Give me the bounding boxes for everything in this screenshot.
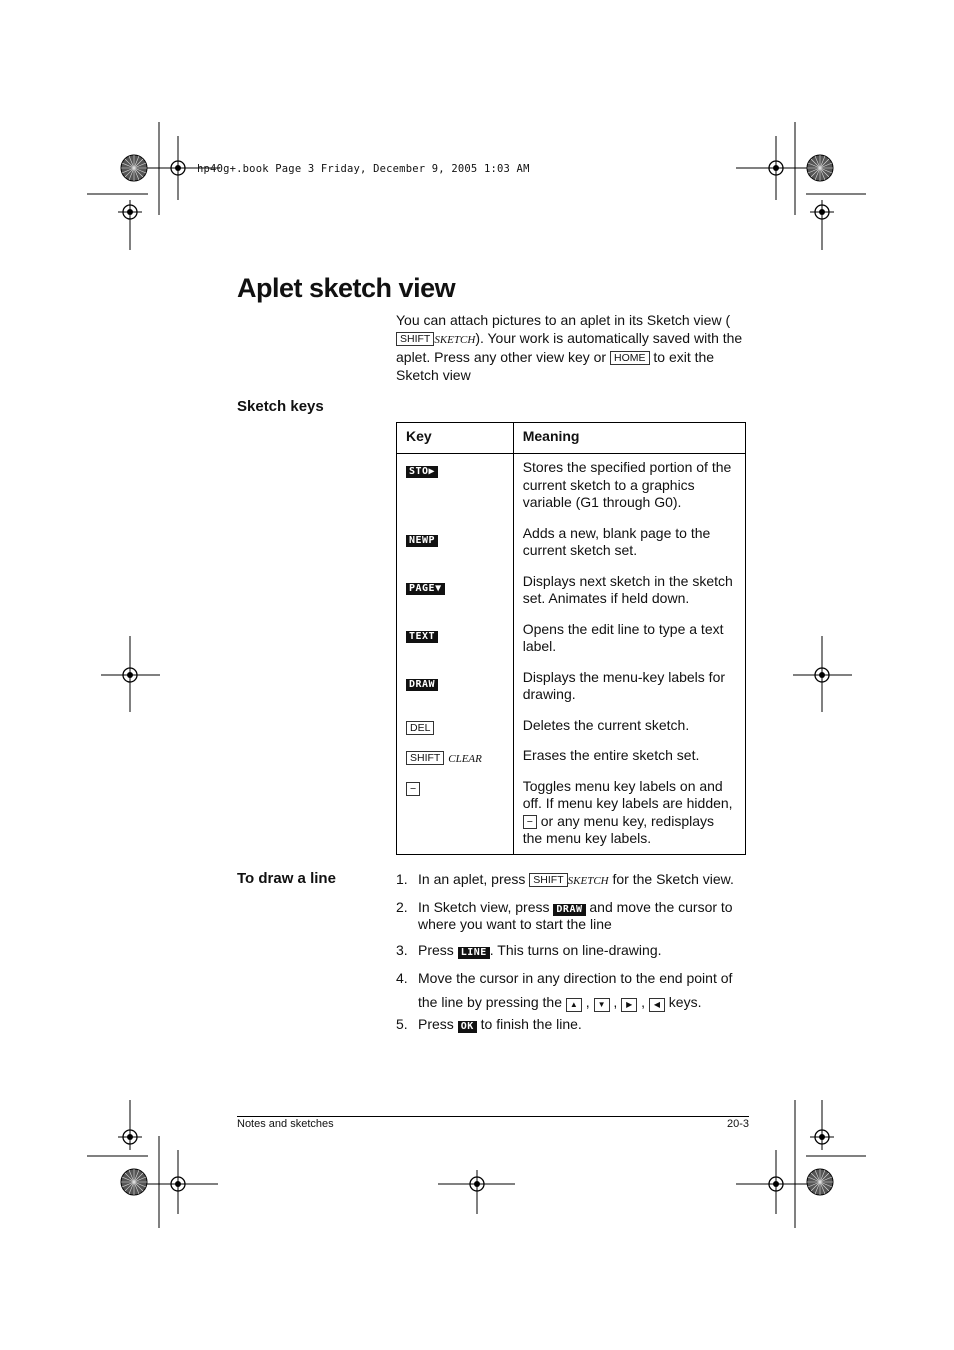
table-row <box>397 778 746 855</box>
sketch-key-label: SKETCH <box>434 333 476 346</box>
registration-mark-icon <box>166 156 190 180</box>
step-text: for the Sketch view. <box>612 871 734 887</box>
intro-text-1: You can attach pictures to an aplet in its Sketch view ( <box>396 312 731 328</box>
step-number: 2. <box>396 898 408 915</box>
registration-mark-icon <box>810 200 834 224</box>
up-arrow-key-icon: ▲ <box>566 998 582 1012</box>
list-item <box>396 899 746 934</box>
list-item <box>396 942 746 960</box>
minus-key: − <box>406 782 420 796</box>
sketch-keys-heading: Sketch keys <box>237 398 324 415</box>
meaning-cell: Displays next sketch in the sketch set. Animates if held down. <box>513 573 745 621</box>
col-header-meaning: Meaning <box>513 423 745 454</box>
step-text: Press <box>418 941 454 958</box>
registration-mark-icon <box>810 1125 834 1149</box>
minus-key: − <box>523 815 537 829</box>
step-number: 1. <box>396 871 408 887</box>
table-row <box>397 669 746 717</box>
shift-key: SHIFT <box>396 332 434 346</box>
meaning-cell <box>513 778 745 855</box>
intro-text-3: to exit the Sketch view <box>396 349 715 383</box>
meaning-cell: Opens the edit line to type a text label. <box>513 621 745 669</box>
text-softkey: TEXT <box>406 631 438 643</box>
del-key: DEL <box>406 721 434 735</box>
print-header-stamp: hp40g+.book Page 3 Friday, December 9, 2005 1:03 AM <box>197 163 530 175</box>
meaning-cell: Deletes the current sketch. <box>513 717 745 748</box>
clear-key-label: CLEAR <box>448 753 482 765</box>
draw-softkey: DRAW <box>553 904 585 916</box>
starburst-icon <box>807 1169 833 1195</box>
table-row <box>397 747 746 778</box>
registration-mark-icon <box>810 663 834 687</box>
intro-paragraph <box>396 312 748 384</box>
col-header-key: Key <box>397 423 514 454</box>
table-header-row <box>397 423 746 454</box>
home-key: HOME <box>610 351 650 365</box>
meaning-cell: Stores the specified portion of the current sketch to a graphics variable (G1 through G0). <box>513 454 745 525</box>
step-text: In an aplet, press <box>418 871 526 887</box>
meaning-text: or any menu key, redisplays the menu key labels. <box>522 812 714 846</box>
table-row <box>397 717 746 748</box>
table-row <box>397 573 746 621</box>
shift-key: SHIFT <box>529 873 567 887</box>
step-text: keys. <box>668 994 702 1010</box>
step-text: to finish the line. <box>480 1016 582 1032</box>
draw-line-steps <box>396 871 746 1034</box>
meaning-cell: Displays the menu-key labels for drawing. <box>513 669 745 717</box>
starburst-icon <box>121 1169 147 1195</box>
list-item <box>396 1016 746 1034</box>
step-text: . This turns on line-drawing. <box>489 941 662 958</box>
right-arrow-key-icon: ▶ <box>621 998 637 1012</box>
down-arrow-key-icon: ▼ <box>594 998 610 1012</box>
step-text: and move the cursor to where you want to start the line <box>418 898 733 932</box>
meaning-cell: Erases the entire sketch set. <box>513 747 745 778</box>
sto-softkey: STO▶ <box>406 466 438 478</box>
step-text: Move the cursor in any direction to the end point of the line by pressing the <box>418 970 733 1010</box>
list-item <box>396 871 746 891</box>
registration-mark-icon <box>118 1125 142 1149</box>
registration-mark-icon <box>465 1172 489 1196</box>
meaning-cell: Adds a new, blank page to the current sketch set. <box>513 525 745 573</box>
newp-softkey: NEWP <box>406 535 438 547</box>
footer-page-number: 20-3 <box>726 1118 749 1130</box>
footer-chapter: Notes and sketches <box>237 1118 334 1130</box>
line-softkey: LINE <box>458 947 490 959</box>
step-text: In Sketch view, press <box>418 898 550 915</box>
registration-mark-icon <box>764 156 788 180</box>
registration-mark-icon <box>166 1172 190 1196</box>
page-softkey: PAGE▼ <box>406 583 445 595</box>
step-number: 4. <box>396 970 408 986</box>
shift-key: SHIFT <box>406 751 444 765</box>
registration-mark-icon <box>118 200 142 224</box>
sketch-key-label: SKETCH <box>567 875 609 887</box>
page-title: Aplet sketch view <box>237 273 456 303</box>
step-number: 5. <box>396 1016 408 1032</box>
meaning-text: Toggles menu key labels on and off. If menu key labels are hidden, <box>522 777 733 811</box>
starburst-icon <box>121 155 147 181</box>
step-number: 3. <box>396 941 408 958</box>
draw-softkey: DRAW <box>406 679 438 691</box>
table-row <box>397 621 746 669</box>
sketch-keys-table <box>396 422 746 855</box>
table-row <box>397 525 746 573</box>
step-text: Press <box>418 1016 454 1032</box>
draw-line-heading: To draw a line <box>237 870 336 887</box>
list-item: 4. Move the cursor in any direction to the end point of the line by pressing the ▲ , ▼ , ▶ , ◀ keys. <box>396 966 746 1014</box>
registration-mark-icon <box>118 663 142 687</box>
starburst-icon <box>807 155 833 181</box>
table-row <box>397 454 746 525</box>
registration-mark-icon <box>764 1172 788 1196</box>
intro-text-2: ). Your work is automatically saved with the aplet. Press any other view key or <box>396 329 743 365</box>
left-arrow-key-icon: ◀ <box>649 998 665 1012</box>
footer-rule <box>237 1116 749 1117</box>
ok-softkey: OK <box>458 1021 477 1033</box>
